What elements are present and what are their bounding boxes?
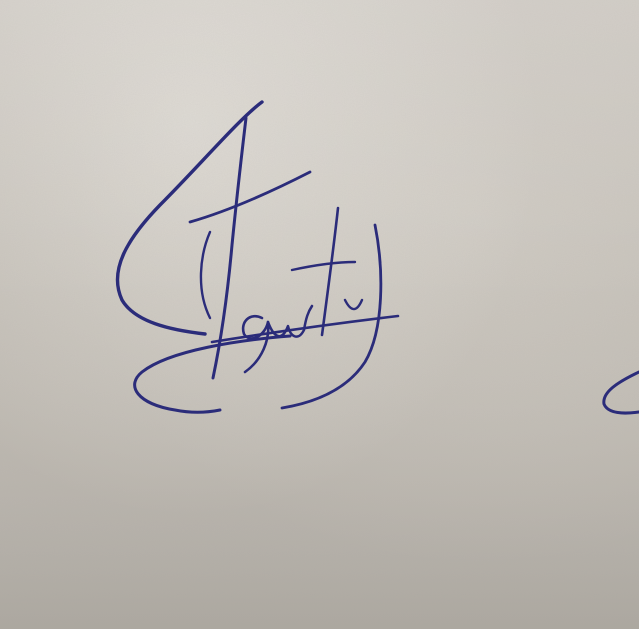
signature-stroke-main-loop	[117, 102, 262, 334]
signature-stroke-letter-t	[322, 208, 338, 335]
signature-stroke-inner-hook	[201, 232, 210, 318]
signature-stroke-t-cross	[292, 262, 355, 270]
signature-stroke-crossbar	[190, 172, 310, 222]
signature-stroke-edge-fragment	[604, 372, 639, 413]
signature-stroke-letter-g	[243, 316, 268, 372]
signature-stroke-letter-i	[345, 300, 362, 309]
signature-ink	[117, 102, 639, 413]
